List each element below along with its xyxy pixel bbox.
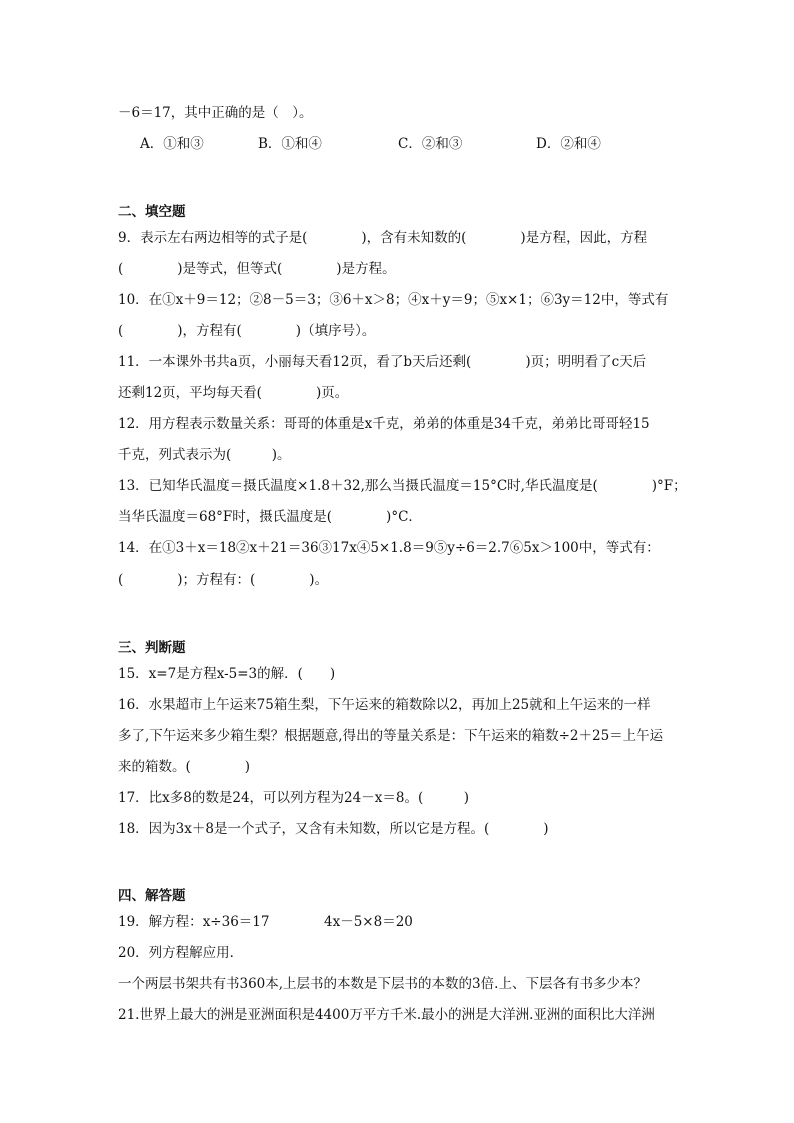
q12-line-2: 千克，列式表示为( )。 (118, 447, 291, 463)
q16-line-1: 16．水果超市上午运来75箱生梨，下午运来的箱数除以2，再加上25就和上午运来的一样 (118, 697, 651, 713)
q21-line-1: 21.世界上最大的洲是亚洲面积是4400万平方千米.最小的洲是大洋洲.亚洲的面积比大洋洲 (118, 1007, 655, 1023)
q14-line-1: 14．在①3＋x＝18②x＋21＝36③17x④5×1.8＝9⑤y÷6＝2.7⑥5x＞100中，等式有： (118, 540, 660, 556)
q12-line-1: 12．用方程表示数量关系：哥哥的体重是x千克，弟弟的体重是34千克，弟弟比哥哥轻15 (118, 416, 650, 432)
q17: 17．比x多8的数是24，可以列方程为24－x＝8。( ) (118, 790, 469, 806)
section-title-true-false: 三、判断题 (118, 640, 186, 656)
section-title-fill-in: 二、填空题 (118, 204, 186, 220)
option-a: A．①和③ (140, 136, 204, 152)
option-d: D．②和④ (536, 136, 601, 152)
q16-line-3: 来的箱数。( ) (118, 759, 251, 775)
q14-line-2: ( )；方程有：( )。 (118, 572, 329, 588)
q11-line-1: 11．一本课外书共a页，小丽每天看12页，看了b天后还剩( )页；明明看了c天后 (118, 354, 647, 370)
q20-line-1: 20．列方程解应用． (118, 945, 244, 961)
q13-line-1: 13．已知华氏温度＝摄氏温度×1.8＋32,那么当摄氏温度＝15°C时,华氏温度是( )°F； (118, 478, 687, 494)
option-c: C．②和③ (398, 136, 463, 152)
q8-tail: －6＝17，其中正确的是（ ）。 (118, 105, 313, 121)
q20-line-2: 一个两层书架共有书360本,上层书的本数是下层书的本数的3倍.上、下层各有书多少本？ (118, 976, 647, 992)
q10-line-2: ( )，方程有( )（填序号）。 (118, 323, 376, 339)
q10-line-1: 10．在①x＋9＝12；②8－5＝3；③6＋x＞8；④x＋y＝9；⑤x×1；⑥3y＝12中，等式有 (118, 292, 669, 308)
q19-label: 19．解方程： (118, 914, 203, 930)
q13-line-2: 当华氏温度＝68°F时，摄氏温度是( )°C． (118, 509, 422, 525)
q18: 18．因为3x＋8是一个式子，又含有未知数，所以它是方程。( ) (118, 821, 549, 837)
q16-line-2: 多了,下午运来多少箱生梨？根据题意,得出的等量关系是：下午运来的箱数÷2＋25＝上午运 (118, 728, 664, 744)
section-title-answer: 四、解答题 (118, 888, 186, 904)
q9-line-1: 9．表示左右两边相等的式子是( )，含有未知数的( )是方程，因此，方程 (118, 230, 648, 246)
q15: 15．x=7是方程x-5=3的解．( ) (118, 666, 336, 682)
q19-equation-1: x÷36＝17 (202, 914, 270, 930)
q9-line-2: ( )是等式，但等式( )是方程。 (118, 261, 396, 277)
q11-line-2: 还剩12页，平均每天看( )页。 (118, 385, 349, 401)
q19-equation-2: 4x－5×8＝20 (324, 914, 413, 930)
option-b: B．①和④ (258, 136, 322, 152)
q19 (118, 912, 754, 932)
